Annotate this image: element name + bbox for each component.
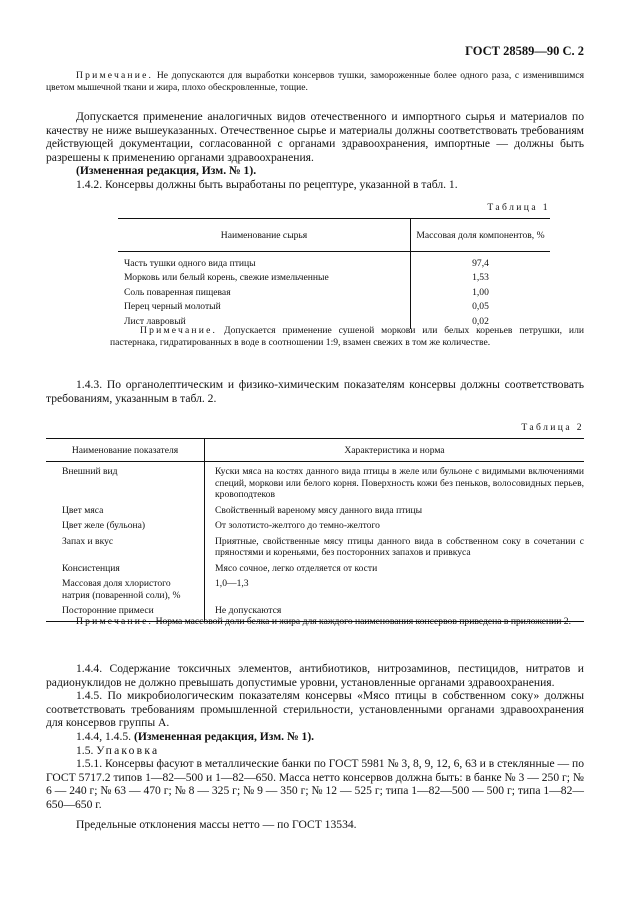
table-row: Консистенция Мясо сочное, легко отделяется от кости — [46, 563, 584, 579]
page-header: ГОСТ 28589—90 С. 2 — [465, 44, 584, 58]
table-1 — [118, 218, 550, 329]
limits-paragraph: Предельные отклонения массы нетто — по ГОСТ 13534. — [76, 817, 357, 831]
table-row: Внешний вид Куски мяса на костях данного вида птицы в желе или бульоне с видимыми включениями специй, моркови или белого корня. Поверхность кожи без пеньков, волосовидных перьев, кровоподтеков — [46, 462, 584, 505]
table-row: Часть тушки одного вида птицы 97,4 — [118, 252, 550, 271]
table-row: Цвет желе (бульона) От золотисто-желтого до темно-желтого — [46, 520, 584, 536]
table-row: Соль поваренная пищевая 1,00 — [118, 285, 550, 300]
changed-note-1: (Измененная редакция, Изм. № 1). — [76, 164, 257, 178]
section-1-5: 1.5. Упаковка — [76, 743, 160, 757]
table-row: Запах и вкус Приятные, свойственные мясу птицы данного вида в собственном соку в сочетании с пряностями и кореньями, без посторонних запахов и привкуса — [46, 536, 584, 563]
table2-header-name: Наименование показателя — [46, 439, 205, 462]
note-table2: Примечание. Норма массовой доли белка и жира для каждого наименования консервов приведена в приложении 2. — [76, 616, 571, 627]
clause-1-4-3: 1.4.3. По органолептическим и физико-химическим показателям консервы должны соответствовать требованиям, указанным в табл. 2. — [46, 378, 584, 405]
table2-caption: Таблица 2 — [521, 422, 584, 433]
note-text: Не допускаются для выработки консервов тушки, замороженные более одного раза, с изменившимся цветом мышечной ткани и жира, плохо обескровленные, тощие. — [46, 70, 584, 94]
note-top — [46, 70, 584, 94]
table-row: Посторонние примеси Не допускаются — [46, 605, 584, 621]
note-table1: Примечание. Допускается применение сушеной моркови или белых кореньев петрушки, или пастернака, гидратированных в воде в соотношении 1:9, взамен свежих в том же количестве. — [110, 325, 584, 349]
clause-1-4-4: 1.4.4. Содержание токсичных элементов, антибиотиков, нитрозаминов, пестицидов, нитратов и радионуклидов не должно превышать допустимые уровни, установленные органами здравоохранения. — [46, 662, 584, 689]
changed-note-2: (Измененная редакция, Изм. № 1). — [133, 729, 315, 743]
section-title: Упаковка — [96, 743, 160, 757]
table-row: Лист лавровый 0,02 — [118, 314, 550, 329]
table-2 — [46, 438, 584, 622]
table-row: Цвет мяса Свойственный вареному мясу данного вида птицы — [46, 505, 584, 521]
note-label: Примечание. — [76, 70, 154, 81]
clause-1-4-2: 1.4.2. Консервы должны быть выработаны по рецептуре, указанной в табл. 1. — [76, 177, 458, 191]
table1-header-name: Наименование сырья — [118, 219, 411, 252]
paragraph-allowed: Допускается применение аналогичных видов отечественного и импортного сырья и материалов по качеству не ниже вышеуказанных. Отечественное сырье и материалы должны соответствовать требованиям действующей документации, согласованной с органами здравоохранения, импортные — должны быть разрешены к применению органами здравоохранения. (Измененная редакция, Изм. № 1). 1.4.2. Консервы должны быть выработаны по рецептуре, указанной в табл. 1. — [46, 110, 584, 191]
table1-header-mass: Массовая доля компонентов, % — [411, 219, 551, 252]
table2-header-norm: Характеристика и норма — [205, 439, 585, 462]
clause-1-5-1: 1.5.1. Консервы фасуют в металлические банки по ГОСТ 5981 № 3, 8, 9, 12, 6, 63 и в стеклянные — по ГОСТ 5717.2 типов 1—82—500 и 1—82—650. Масса нетто консервов должна быть: в банке № 3 — 250 г; № 6 — 240 г; № 63 — 470 г; № 8 — 325 г; № 9 — 350 г; № 12 — 525 г; типа 1—82—500 — 500 г; типа 1—82—650—650 г. — [46, 757, 584, 811]
clause-1-4-5: 1.4.5. По микробиологическим показателям консервы «Мясо птицы в собственном соку» должны соответствовать требованиям промышленной стерильности, установленными органами здравоохранения для консервов группы А. — [46, 689, 584, 730]
table-row: Массовая доля хлористого натрия (поваренной соли), % 1,0—1,3 — [46, 578, 584, 605]
clauses-block: 1.4.4. Содержание токсичных элементов, антибиотиков, нитрозаминов, пестицидов, нитратов и радионуклидов не должно превышать допустимые уровни, установленные органами здравоохранения. 1.4.5. По микробиологическим показателям консервы «Мясо птицы в собственном соку» должны соответствовать требованиям промышленной стерильности, установленными органами здравоохранения для консервов группы А. 1.4.4, 1.4.5. (Измененная редакция, Изм. № 1). 1.5. Упаковка 1.5.1. Консервы фасуют в металлические банки по ГОСТ 5981 № 3, 8, 9, 12, 6, 63 и в стеклянные — по ГОСТ 5717.2 типов 1—82—500 и 1—82—650. Масса нетто консервов должна быть: в банке № 3 — 250 г; № 6 — 240 г; № 63 — 470 г; № 8 — 325 г; № 9 — 350 г; № 12 — 525 г; типа 1—82—500 — 500 г; типа 1—82—650—650 г. Предельные отклонения массы нетто — по ГОСТ 13534. — [46, 662, 584, 831]
table-row: Перец черный молотый 0,05 — [118, 300, 550, 315]
table-row: Морковь или белый корень, свежие измельченные 1,53 — [118, 271, 550, 286]
table1-caption: Таблица 1 — [487, 202, 550, 213]
